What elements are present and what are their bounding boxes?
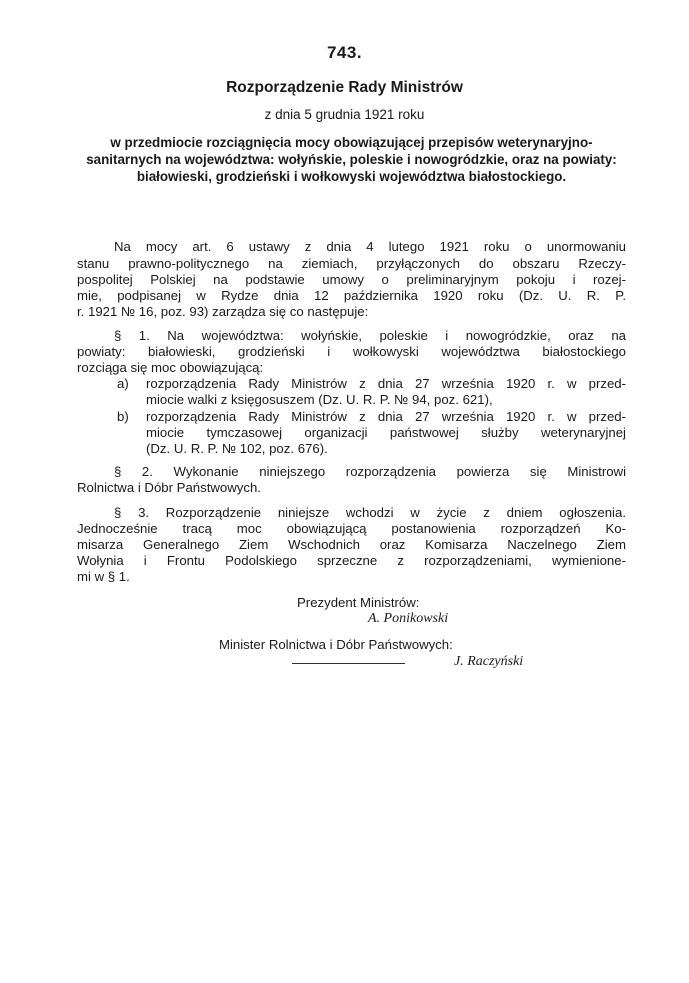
item-a-marker: a) [117,376,129,391]
pm-signature-name: A. Ponikowski [368,611,449,626]
item-b-line: miocie tymczasowej organizacji państwowej służby weterynaryjnej [146,425,626,440]
preamble-line: pospolitej Polskiej na podstawie umowy o preliminaryjnym pokoju i rozej- [77,272,626,287]
preamble-line: stanu prawno-politycznego na ziemiach, przyłączonych do obszaru Rzeczy- [77,256,626,271]
preamble-line: Na mocy art. 6 ustawy z dnia 4 lutego 1921 roku o unormowaniu [114,239,626,254]
paragraph-3-line: § 3. Rozporządzenie niniejsze wchodzi w życie z dniem ogłoszenia. [114,505,626,520]
item-number: 743. [326,43,363,62]
item-b-line: rozporządzenia Rady Ministrów z dnia 27 września 1920 r. w przed- [146,409,626,424]
item-b-marker: b) [117,409,129,424]
paragraph-1-line: powiaty: białowieski, grodzieński i wołkowyski województwa białostockiego [77,344,626,359]
paragraph-3-line: misarza Generalnego Ziem Wschodnich oraz Komisarza Naczelnego Ziem [77,537,626,552]
minister-signature-name: J. Raczyński [454,654,524,669]
paragraph-2-line: Rolnictwa i Dóbr Państwowych. [77,480,261,495]
pm-title: Prezydent Ministrów: [297,595,420,610]
minister-title: Minister Rolnictwa i Dóbr Państwowych: [219,637,453,652]
paragraph-3-line: mi w § 1. [77,569,130,584]
document-date: z dnia 5 grudnia 1921 roku [264,107,425,122]
paragraph-3-line: Wołynia i Frontu Podolskiego sprzeczne z rozporządzeniami, wymienione- [77,553,626,568]
closing-rule [292,663,405,664]
document-title: Rozporządzenie Rady Ministrów [226,79,463,96]
preamble-line: r. 1921 № 16, poz. 93) zarządza się co następuje: [77,304,369,319]
item-b-line: (Dz. U. R. P. № 102, poz. 676). [146,441,328,456]
item-a-line: miocie walki z księgosuszem (Dz. U. R. P. № 94, poz. 621), [146,392,493,407]
paragraph-2-line: § 2. Wykonanie niniejszego rozporządzenia powierza się Ministrowi [114,464,626,479]
preamble-line: mie, podpisanej w Rydze dnia 12 października 1920 roku (Dz. U. R. P. [77,288,626,303]
paragraph-1-line: § 1. Na województwa: wołyńskie, poleskie i nowogródzkie, oraz na [114,328,626,343]
item-a-line: rozporządzenia Rady Ministrów z dnia 27 września 1920 r. w przed- [146,376,626,391]
paragraph-3-line: Jednocześnie tracą moc obowiązującą postanowienia rozporządzeń Ko- [77,521,626,536]
paragraph-1-line: rozciąga się moc obowiązującą: [77,360,264,375]
document-subject: w przedmiocie rozciągnięcia mocy obowiązującej przepisów weterynaryjno-sanitarnych na województwa: wołyńskie, poleskie i nowogródzkie, oraz na powiaty: białowieski, grodzieński i wołkowyski województwa białostockiego. [86,135,617,184]
